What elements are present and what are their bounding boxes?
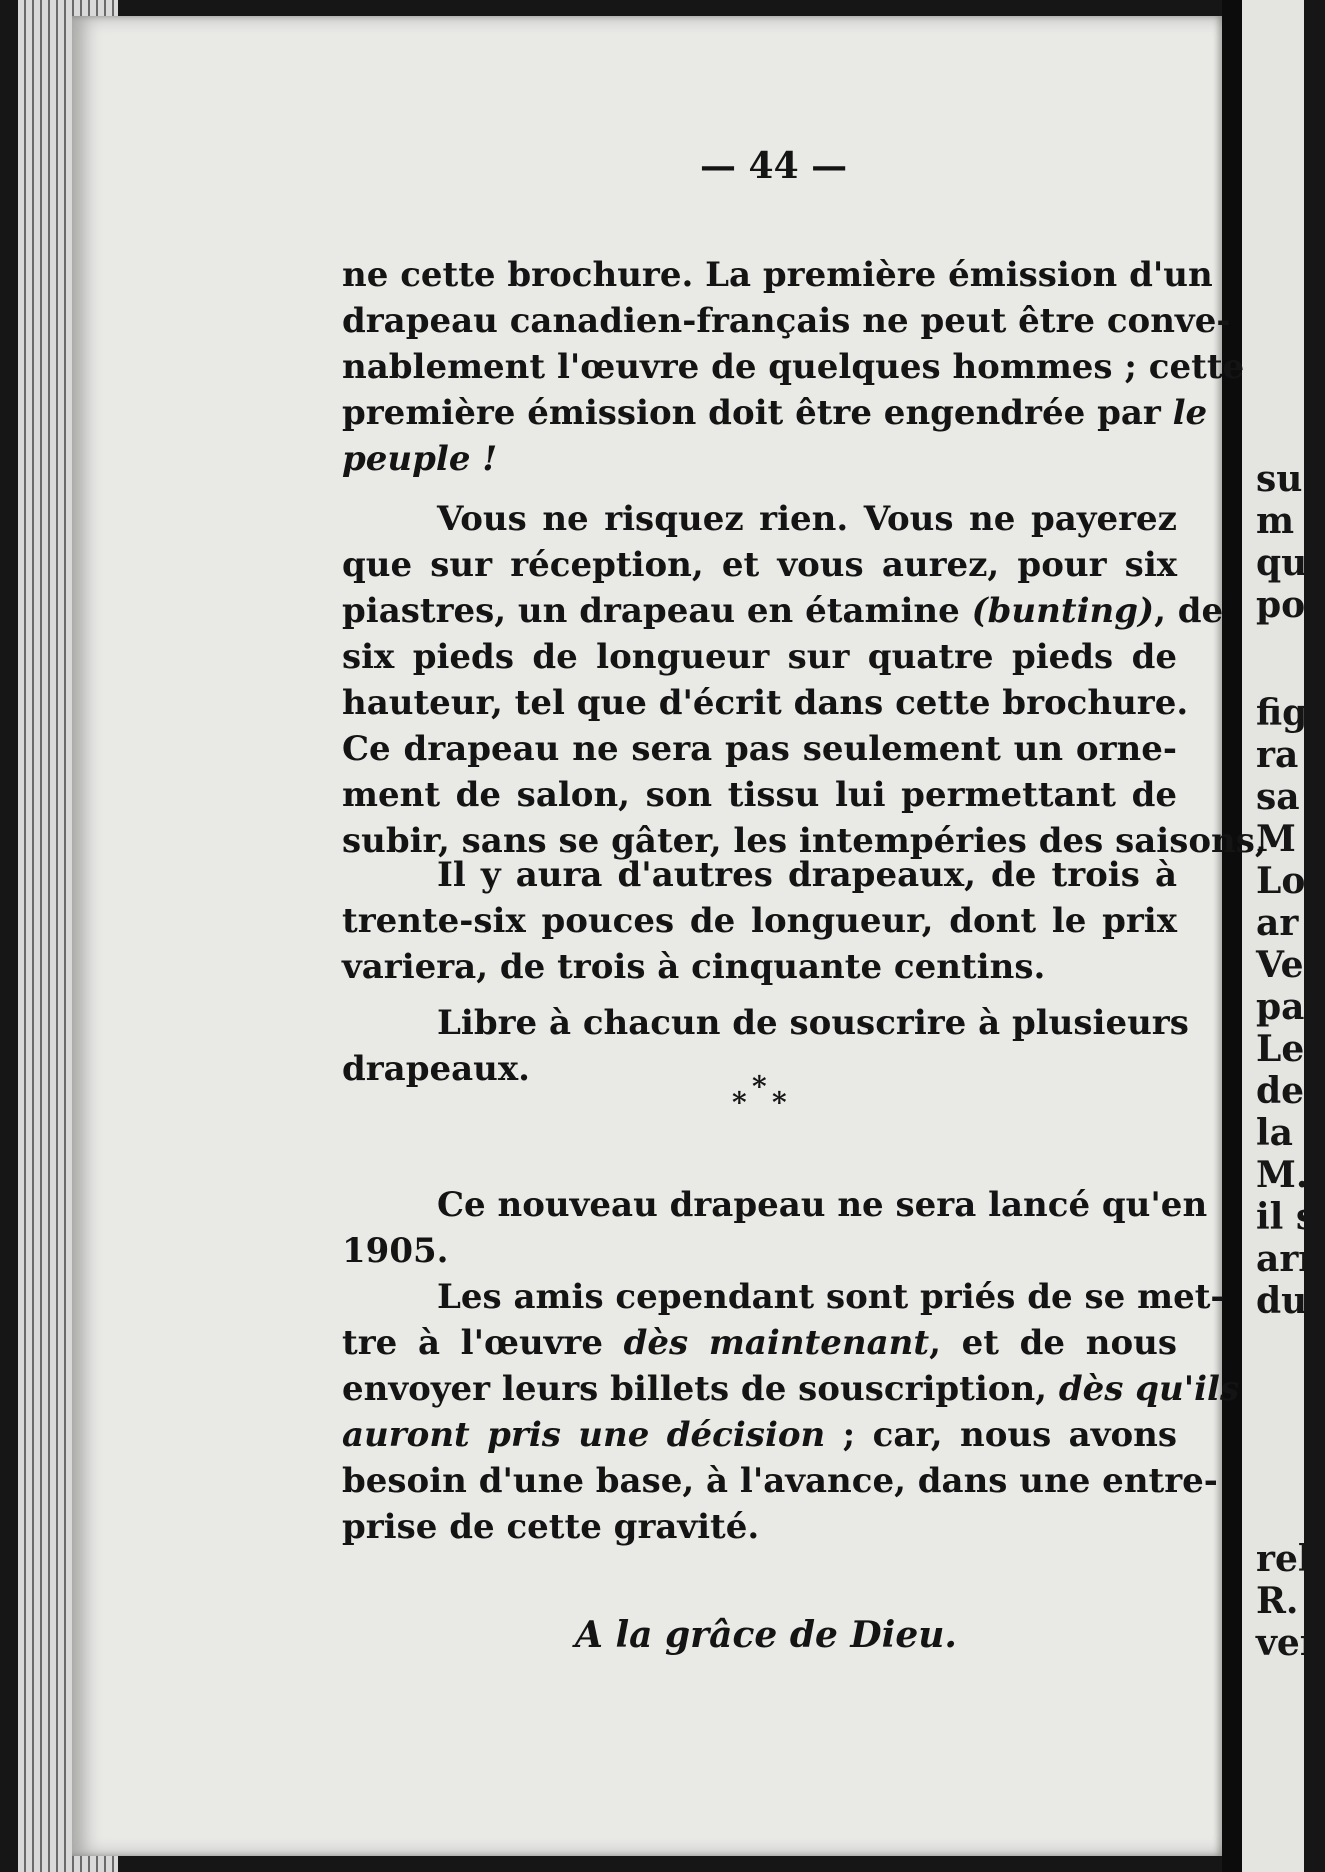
closing-line: A la grâce de Dieu. <box>575 1614 957 1656</box>
text-line <box>342 496 1177 542</box>
facing-page-fragment: ar <box>1256 902 1299 944</box>
italic-text: dès qu'ils <box>1058 1369 1240 1409</box>
facing-page-fragment: la <box>1256 1112 1294 1154</box>
facing-page-fragment: M <box>1256 818 1296 860</box>
facing-page-fragment: ra <box>1256 734 1299 776</box>
text-line <box>342 390 1208 436</box>
text-segment: Libre à chacun de souscrire à plusieurs <box>437 1003 1189 1043</box>
facing-page-fragment: R. <box>1256 1580 1299 1622</box>
paragraph <box>342 496 1267 864</box>
facing-page-fragment: pa <box>1256 986 1305 1028</box>
text-segment: Ce nouveau drapeau ne sera lancé qu'en <box>437 1185 1208 1225</box>
paragraph <box>342 1274 1240 1550</box>
facing-page-fragment: m <box>1256 500 1295 542</box>
facing-page-fragment: Lo <box>1256 860 1306 902</box>
text-line <box>342 772 1177 818</box>
facing-page-fragment: ver <box>1256 1622 1319 1664</box>
text-line <box>342 634 1177 680</box>
text-line <box>342 680 1189 726</box>
text-segment: subir, sans se gâter, les intempéries des saisons, <box>342 821 1267 861</box>
text-segment: , et de nous <box>929 1323 1177 1363</box>
text-segment: piastres, un drapeau en étamine <box>342 591 972 631</box>
italic-text: auront pris une décision <box>342 1415 826 1455</box>
text-line <box>342 726 1177 772</box>
text-line <box>342 1504 1177 1550</box>
paragraph <box>342 1182 1208 1274</box>
text-line <box>342 588 1224 634</box>
text-segment: trente-six pouces de longueur, dont le prix <box>342 901 1177 941</box>
italic-text: le <box>1172 393 1208 433</box>
facing-page-fragment: fig <box>1256 692 1308 734</box>
text-line <box>342 252 1213 298</box>
ornament-asterism: * * * <box>732 1070 787 1119</box>
text-segment: drapeau canadien-français ne peut être conve- <box>342 301 1231 341</box>
text-segment: six pieds de longueur sur quatre pieds de <box>342 637 1177 677</box>
text-segment: ne cette brochure. La première émission d'un <box>342 255 1213 295</box>
text-segment: nablement l'œuvre de quelques hommes ; cette <box>342 347 1245 387</box>
text-segment: Il y aura d'autres drapeaux, de trois à <box>437 855 1177 895</box>
text-line <box>342 1000 1189 1046</box>
facing-page-fragment: Ve <box>1256 944 1304 986</box>
text-segment: Les amis cependant sont priés de se met- <box>437 1277 1225 1317</box>
text-line <box>342 542 1177 588</box>
text-line <box>342 344 1245 390</box>
facing-page-fragment: du <box>1256 1280 1308 1322</box>
facing-page-fragment: reli <box>1256 1538 1325 1580</box>
facing-page-fragment: Le <box>1256 1028 1305 1070</box>
italic-text: peuple ! <box>342 439 498 479</box>
facing-page <box>1242 0 1325 1872</box>
text-segment: envoyer leurs billets de souscription, <box>342 1369 1059 1409</box>
italic-text: (bunting) <box>971 591 1155 631</box>
text-line <box>342 1182 1208 1228</box>
facing-page-fragment: il s <box>1256 1196 1317 1238</box>
text-line <box>342 1458 1218 1504</box>
facing-page-fragment: arr <box>1256 1238 1318 1280</box>
text-segment: que sur réception, et vous aurez, pour six <box>342 545 1177 585</box>
text-line <box>342 298 1231 344</box>
facing-page-fragment: M. <box>1256 1154 1309 1196</box>
facing-page-fragment: su <box>1256 458 1303 500</box>
text-segment: 1905. <box>342 1231 449 1271</box>
text-line <box>342 898 1177 944</box>
text-segment: prise de cette gravité. <box>342 1507 760 1547</box>
text-line <box>342 944 1177 990</box>
facing-page-fragment: de <box>1256 1070 1305 1112</box>
text-line <box>342 1366 1240 1412</box>
text-segment: tre à l'œuvre <box>342 1323 624 1363</box>
text-segment: ment de salon, son tissu lui permettant de <box>342 775 1177 815</box>
text-segment: Ce drapeau ne sera pas seulement un orne- <box>342 729 1177 769</box>
text-segment: ; car, nous avons <box>825 1415 1177 1455</box>
paragraph <box>342 852 1177 990</box>
text-line <box>342 852 1177 898</box>
text-segment: hauteur, tel que d'écrit dans cette brochure. <box>342 683 1189 723</box>
text-segment: drapeaux. <box>342 1049 530 1089</box>
book-gutter <box>1222 0 1242 1872</box>
text-line <box>342 1412 1177 1458</box>
text-line <box>342 1274 1225 1320</box>
facing-page-fragment: qu <box>1256 542 1308 584</box>
text-segment: besoin d'une base, à l'avance, dans une entre- <box>342 1461 1218 1501</box>
text-segment: première émission doit être engendrée par <box>342 393 1173 433</box>
text-line <box>342 1228 1177 1274</box>
italic-text: dès maintenant <box>623 1323 930 1363</box>
text-segment: variera, de trois à cinquante centins. <box>342 947 1046 987</box>
facing-page-fragment: po <box>1256 584 1306 626</box>
text-line <box>342 436 1177 482</box>
text-segment: , de <box>1154 591 1224 631</box>
facing-page-fragment: sa <box>1256 776 1300 818</box>
text-line <box>342 1320 1177 1366</box>
page-number: — 44 — <box>700 145 848 187</box>
text-segment: Vous ne risquez rien. Vous ne payerez <box>437 499 1177 539</box>
paragraph <box>342 252 1245 482</box>
